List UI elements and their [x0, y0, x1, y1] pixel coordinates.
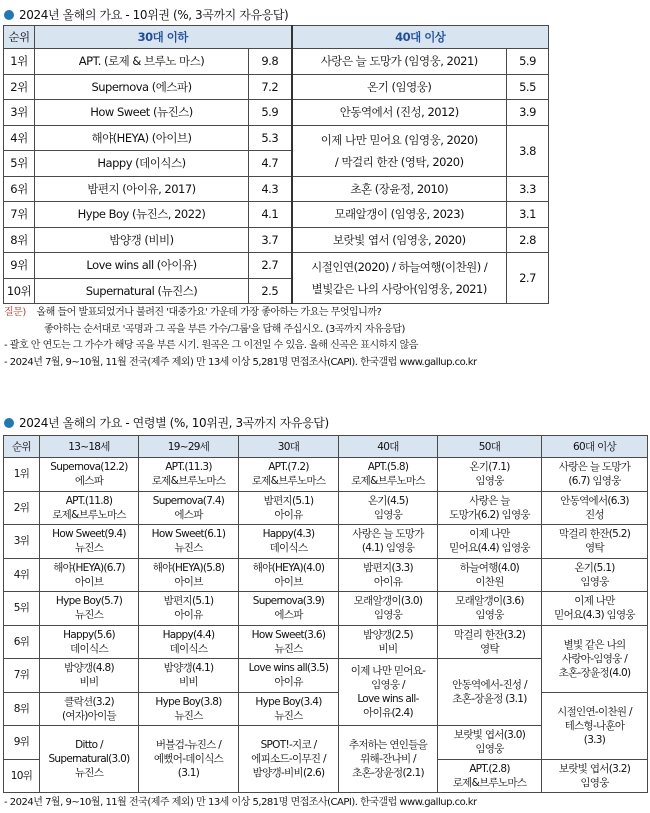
- song-line: 임영웅: [580, 776, 609, 789]
- song-line: 아이유(2.4): [363, 707, 413, 719]
- rank-header: 순위: [4, 26, 35, 49]
- age-song-cell: [438, 458, 542, 492]
- song-line: 아이브: [274, 575, 303, 588]
- age-song-cell: [542, 592, 648, 626]
- song-line: 추저하는 연인들을: [348, 739, 428, 751]
- song-line: 안동역에서(6.3): [560, 494, 629, 507]
- age-song-cell: [40, 659, 139, 693]
- age-song-cell: [542, 458, 648, 492]
- age-song-cell: [339, 491, 438, 525]
- question-line1: 올해 들어 발표되었거나 불려진 '대중가요' 가운데 가장 좋아하는 가요는 무엇입니까?: [36, 307, 382, 318]
- age-song-cell: [542, 525, 648, 559]
- song-line: 로제&브루노마스: [351, 475, 425, 488]
- age-header: 19~29세: [139, 436, 239, 458]
- under30-percent-cell: 9.8: [249, 49, 292, 75]
- age-header: 13~18세: [40, 436, 139, 458]
- song-line: 임영웅: [475, 609, 504, 622]
- song-line: Love wins all(3.5): [248, 662, 329, 675]
- song-line: 로제&브루노마스: [452, 776, 527, 789]
- song-line: 에스파: [274, 609, 303, 622]
- table-row: [4, 692, 648, 726]
- song-line: Love wins all-: [357, 693, 419, 705]
- song-line: 사랑은 늘 도망가: [352, 528, 424, 541]
- under30-song-cell: Supernova (에스파): [35, 74, 249, 100]
- over40-percent-cell: 2.7: [507, 253, 549, 304]
- rank-cell: 9위: [4, 726, 40, 760]
- song-line: 별빛 같은 나의: [563, 638, 626, 651]
- under30-song-cell: 밤양갱 (비비): [35, 227, 249, 253]
- over40-percent-cell: 3.1: [507, 202, 549, 228]
- age-song-cell: [438, 726, 542, 760]
- age-song-cell: [139, 726, 239, 793]
- song-line: 밤양갱-비비(2.6): [252, 767, 325, 779]
- age-song-cell: [239, 558, 339, 592]
- song-line: 뉴진스: [74, 609, 104, 622]
- age-song-cell: [239, 692, 339, 726]
- song-line: 데이식스: [70, 642, 108, 655]
- song-line: 초혼-장윤정 (3.1): [452, 693, 527, 705]
- song-line: 막걸리 한잔(5.2): [558, 528, 631, 541]
- over40-song-line: 이제 나만 믿어요 (임영웅, 2020): [320, 132, 478, 147]
- song-line: 시절인연-이찬원 /: [557, 705, 632, 718]
- table-header-row: [4, 26, 549, 49]
- table-row: [4, 74, 549, 100]
- song-line: 이제 나만: [574, 595, 615, 608]
- song-line: Supernova(7.4): [152, 494, 225, 507]
- song-line: (3.1): [177, 767, 200, 779]
- song-line: 보랏빛 엽서(3.0): [453, 729, 526, 742]
- age-song-cell: [438, 759, 542, 793]
- table-row: [4, 202, 549, 228]
- table-row: [4, 100, 549, 126]
- song-line: 임영웅: [373, 508, 403, 521]
- over40-song-cell: 초혼 (장윤정, 2010): [292, 176, 507, 202]
- song-line: 믿어요(4.4) 임영웅: [449, 542, 530, 555]
- song-line: 임영웅: [475, 743, 504, 756]
- over40-percent-cell: 3.3: [507, 176, 549, 202]
- song-line: 임영웅 /: [371, 679, 405, 691]
- song-line: APT.(7.2): [268, 461, 309, 474]
- age-song-cell: [339, 592, 438, 626]
- bullet-dot-icon: [4, 418, 14, 428]
- age-song-cell: [139, 592, 239, 626]
- question-block: [4, 305, 477, 371]
- song-line: 뉴진스: [74, 542, 104, 555]
- song-line: Hype Boy(3.8): [155, 695, 222, 708]
- age-song-cell: [542, 759, 648, 793]
- rank-cell: 3위: [4, 525, 40, 559]
- age-song-cell: [339, 558, 438, 592]
- over40-song-cell: 모래알갱이 (임영웅, 2023): [292, 202, 507, 228]
- song-line: 온기(4.5): [367, 494, 409, 507]
- age-song-cell: [438, 525, 542, 559]
- age-song-cell: [542, 692, 648, 759]
- table-row: [4, 525, 648, 559]
- age-header: 40대: [339, 436, 438, 458]
- age-song-cell: [239, 525, 339, 559]
- song-line: How Sweet(6.1): [151, 528, 226, 541]
- song-line: 버블검-뉴진스 /: [155, 739, 222, 751]
- age-song-cell: [40, 692, 139, 726]
- rank-cell: 9위: [4, 253, 35, 279]
- question-line2: 좋아하는 순서대로 '곡명과 그 곡을 부른 가수/그룹'을 답해 주십시오. (3곡까지 자유응답): [44, 323, 405, 335]
- song-line: 아이브: [74, 575, 104, 588]
- song-line: 에스파: [174, 508, 203, 521]
- rank-cell: 6위: [4, 625, 40, 659]
- rank-header: 순위: [4, 436, 40, 458]
- under30-song-cell: How Sweet (뉴진스): [35, 100, 249, 126]
- table-row: [4, 176, 549, 202]
- song-line: 초혼-장윤정(2.1): [352, 767, 424, 779]
- section1-title: 2024년 올해의 가요 - 10위권 (%, 3곡까지 자유응답): [4, 6, 288, 23]
- song-line: 모래알갱이(3.6): [455, 595, 524, 608]
- section2-title: 2024년 올해의 가요 - 연령별 (%, 10위권, 3곡까지 자유응답): [4, 414, 329, 431]
- age-song-cell: [542, 558, 648, 592]
- song-line: (여자)아이들: [61, 709, 116, 722]
- under30-percent-cell: 4.3: [249, 176, 292, 202]
- age-song-cell: [139, 692, 239, 726]
- age-song-cell: [438, 491, 542, 525]
- song-line: 뉴진스: [174, 709, 203, 722]
- song-line: Happy(5.6): [63, 628, 115, 641]
- note-line2: - 2024년 7월, 9~10월, 11월 전국(제주 제외) 만 13세 이상 5,281명 면접조사(CAPI). 한국갤럽 www.gallup.co.kr: [4, 356, 477, 368]
- age-song-cell: [339, 525, 438, 559]
- age-song-cell: [239, 726, 339, 793]
- over40-percent-cell: 5.5: [507, 74, 549, 100]
- under30-song-cell: 해야(HEYA) (아이브): [35, 125, 249, 151]
- song-line: 아이유: [373, 575, 403, 588]
- age-song-cell: [40, 726, 139, 793]
- age-song-cell: [339, 659, 438, 726]
- rank-cell: 2위: [4, 74, 35, 100]
- song-line: 모래알갱이(3.0): [353, 595, 423, 608]
- song-line: 로제&브루노마스: [52, 508, 126, 521]
- age-song-cell: [339, 458, 438, 492]
- song-line: 해야(HEYA)(5.8): [152, 561, 225, 574]
- song-line: 막걸리 한잔(3.2): [453, 628, 526, 641]
- song-line: 데이식스: [269, 542, 308, 555]
- table-row: [4, 558, 648, 592]
- under30-percent-cell: 5.9: [249, 100, 292, 126]
- age-song-cell: [40, 491, 139, 525]
- song-line: 에스파: [74, 475, 104, 488]
- under30-song-cell: APT. (로제 & 브루노 마스): [35, 49, 249, 75]
- song-line: 보랏빛 엽서(3.2): [558, 762, 631, 775]
- song-line: SPOT!-지코 /: [260, 739, 317, 751]
- age-song-cell: [139, 525, 239, 559]
- table-header-row: [4, 436, 648, 458]
- rank-cell: 2위: [4, 491, 40, 525]
- age-song-cell: [542, 625, 648, 692]
- song-line: 뉴진스: [74, 767, 104, 779]
- song-line: 밤양갱(2.5): [363, 628, 413, 641]
- song-line: 초혼-장윤정(4.0): [558, 666, 631, 679]
- bullet-dot-icon: [4, 10, 14, 20]
- under30-song-cell: Supernatural (뉴진스): [35, 278, 249, 304]
- under30-song-cell: Hype Boy (뉴진스, 2022): [35, 202, 249, 228]
- age-song-cell: [139, 491, 239, 525]
- rank-cell: 4위: [4, 125, 35, 151]
- over40-percent-cell: 2.8: [507, 227, 549, 253]
- song-line: 이제 나만 믿어요-: [350, 665, 426, 677]
- rank-cell: 1위: [4, 458, 40, 492]
- song-line: (4.1) 임영웅: [361, 542, 415, 555]
- song-line: 밤양갱(4.8): [64, 662, 114, 675]
- under30-percent-cell: 2.5: [249, 278, 292, 304]
- song-line: 도망가(6.2) 임영웅: [449, 508, 530, 521]
- age-song-cell: [542, 491, 648, 525]
- song-line: 진성: [585, 508, 604, 521]
- song-line: 영탁: [585, 542, 604, 555]
- table-row: [4, 253, 549, 279]
- table-row: [4, 592, 648, 626]
- song-line: 하늘여행(4.0): [459, 561, 520, 574]
- song-line: (6.7) 임영웅: [568, 475, 621, 488]
- over40-song-cell: 안동역에서 (진성, 2012): [292, 100, 507, 126]
- song-line: APT.(2.8): [469, 762, 510, 775]
- rank-cell: 6위: [4, 176, 35, 202]
- song-line: 데이식스: [169, 642, 208, 655]
- over40-song-cell: 보랏빛 엽서 (임영웅, 2020): [292, 227, 507, 253]
- song-line: 해야(HEYA)(4.0): [252, 561, 325, 574]
- age-header: 60대 이상: [542, 436, 648, 458]
- over40-percent-cell: 5.9: [507, 49, 549, 75]
- song-line: 로제&브루노마스: [151, 475, 226, 488]
- under30-song-cell: 밤편지 (아이유, 2017): [35, 176, 249, 202]
- song-line: 해야(HEYA)(6.7): [53, 561, 125, 574]
- song-line: 아이유: [274, 508, 303, 521]
- footer-note: - 2024년 7월, 9~10월, 11월 전국(제주 제외) 만 13세 이상 5,281명 면접조사(CAPI). 한국갤럽 www.gallup.co.kr: [4, 797, 477, 808]
- rank-cell: 3위: [4, 100, 35, 126]
- song-line: 테스형-나훈아: [564, 719, 625, 732]
- over40-song-cell: [292, 125, 507, 176]
- song-line: 로제&브루노마스: [251, 475, 326, 488]
- age-song-cell: [40, 458, 139, 492]
- rank-cell: 8위: [4, 692, 40, 726]
- age-song-cell: [438, 659, 542, 726]
- under30-percent-cell: 4.7: [249, 151, 292, 177]
- top10-table: [3, 25, 549, 304]
- rank-cell: 5위: [4, 592, 40, 626]
- song-line: How Sweet(9.4): [52, 528, 126, 541]
- under30-percent-cell: 7.2: [249, 74, 292, 100]
- over40-song-line: 시절인연(2020) / 하늘여행(이찬원) /: [311, 260, 488, 274]
- song-line: 에피소드-이무진 /: [251, 753, 326, 765]
- age-group-table: [3, 435, 648, 793]
- song-line: 사랑은 늘 도망가: [558, 461, 631, 474]
- age-song-cell: [339, 625, 438, 659]
- song-line: Supernova(3.9): [252, 595, 325, 608]
- song-line: 클락션(3.2): [64, 695, 114, 708]
- song-line: 비비: [79, 676, 99, 689]
- song-line: 비비: [179, 676, 198, 689]
- song-line: 아이유: [274, 676, 303, 689]
- song-line: 온기(7.1): [469, 461, 510, 474]
- song-line: Supernatural(3.0): [48, 753, 130, 765]
- rank-cell: 7위: [4, 202, 35, 228]
- song-line: 안동역에서-진성 /: [452, 679, 527, 691]
- rank-cell: 10위: [4, 759, 40, 793]
- under30-percent-cell: 4.1: [249, 202, 292, 228]
- song-line: How Sweet(3.6): [251, 628, 326, 641]
- song-line: 아이유: [174, 609, 203, 622]
- song-line: 뉴진스: [274, 709, 303, 722]
- song-line: 임영웅: [580, 575, 609, 588]
- rank-cell: 5위: [4, 151, 35, 177]
- age-song-cell: [139, 659, 239, 693]
- over40-song-line: / 막걸리 한잔 (영탁, 2020): [334, 154, 464, 169]
- age-song-cell: [40, 558, 139, 592]
- song-line: 믿어요(4.3) 임영웅: [554, 609, 635, 622]
- under30-header: 30대 이하: [35, 26, 292, 49]
- song-line: 사랑아-임영웅 /: [561, 652, 628, 665]
- song-line: 밤편지(5.1): [263, 494, 314, 507]
- table-row: [4, 125, 549, 151]
- over40-percent-cell: 3.8: [507, 125, 549, 176]
- table-row: [4, 458, 648, 492]
- song-line: 이찬원: [475, 575, 504, 588]
- age-song-cell: [239, 592, 339, 626]
- song-line: 밤양갱(4.1): [163, 662, 214, 675]
- over40-header: 40대 이상: [292, 26, 549, 49]
- age-header: 50대: [438, 436, 542, 458]
- song-line: Supernova(12.2): [50, 461, 128, 474]
- table-row: [4, 625, 648, 659]
- under30-song-cell: Love wins all (아이유): [35, 253, 249, 279]
- age-song-cell: [40, 592, 139, 626]
- song-line: Happy(4.3): [262, 528, 315, 541]
- song-line: Hype Boy(3.4): [255, 695, 322, 708]
- over40-song-cell: [292, 253, 507, 304]
- age-song-cell: [239, 491, 339, 525]
- under30-percent-cell: 2.7: [249, 253, 292, 279]
- song-line: APT.(11.8): [65, 494, 113, 507]
- song-line: 사랑은 늘: [469, 494, 510, 507]
- age-header: 30대: [239, 436, 339, 458]
- song-line: 뉴진스: [274, 642, 303, 655]
- age-song-cell: [339, 726, 438, 793]
- song-line: 임영웅: [373, 609, 403, 622]
- song-line: 뉴진스: [174, 542, 203, 555]
- over40-percent-cell: 3.9: [507, 100, 549, 126]
- under30-percent-cell: 3.7: [249, 227, 292, 253]
- age-song-cell: [239, 458, 339, 492]
- song-line: Ditto /: [75, 739, 103, 751]
- song-line: 영탁: [480, 642, 499, 655]
- song-line: 밤편지(5.1): [163, 595, 214, 608]
- rank-cell: 10위: [4, 278, 35, 304]
- table-row: [4, 491, 648, 525]
- age-song-cell: [139, 558, 239, 592]
- age-song-cell: [438, 558, 542, 592]
- song-line: (3.3): [583, 733, 606, 746]
- age-song-cell: [438, 592, 542, 626]
- age-song-cell: [139, 458, 239, 492]
- song-line: APT.(5.8): [367, 461, 409, 474]
- rank-cell: 7위: [4, 659, 40, 693]
- rank-cell: 4위: [4, 558, 40, 592]
- song-line: 예뻤어-데이식스: [153, 753, 224, 765]
- under30-percent-cell: 5.3: [249, 125, 292, 151]
- age-song-cell: [239, 625, 339, 659]
- song-line: 밤편지(3.3): [363, 561, 413, 574]
- question-label: 질문): [4, 307, 26, 318]
- age-song-cell: [139, 625, 239, 659]
- song-line: 아이브: [174, 575, 203, 588]
- age-song-cell: [438, 625, 542, 659]
- table-row: [4, 49, 549, 75]
- song-line: 비비: [378, 642, 398, 655]
- song-line: 임영웅: [475, 475, 504, 488]
- note-line1: - 괄호 안 연도는 그 가수가 해당 곡을 부른 시기. 원곡은 그 이전일 수 있음. 올해 신곡은 표시하지 않음: [4, 340, 418, 351]
- age-song-cell: [239, 659, 339, 693]
- song-line: Happy(4.4): [162, 628, 215, 641]
- over40-song-line: 별빛같은 나의 사랑아(임영웅, 2021): [311, 282, 487, 296]
- under30-song-cell: Happy (데이식스): [35, 151, 249, 177]
- song-line: 온기(5.1): [574, 561, 615, 574]
- song-line: 위해-잔나비 /: [360, 753, 416, 765]
- over40-song-cell: 사랑은 늘 도망가 (임영웅, 2021): [292, 49, 507, 75]
- rank-cell: 8위: [4, 227, 35, 253]
- song-line: 이제 나만: [469, 528, 510, 541]
- over40-song-cell: 온기 (임영웅): [292, 74, 507, 100]
- song-line: APT.(11.3): [165, 461, 212, 474]
- rank-cell: 1위: [4, 49, 35, 75]
- song-line: Hype Boy(5.7): [55, 595, 123, 608]
- age-song-cell: [40, 625, 139, 659]
- table-row: [4, 227, 549, 253]
- age-song-cell: [40, 525, 139, 559]
